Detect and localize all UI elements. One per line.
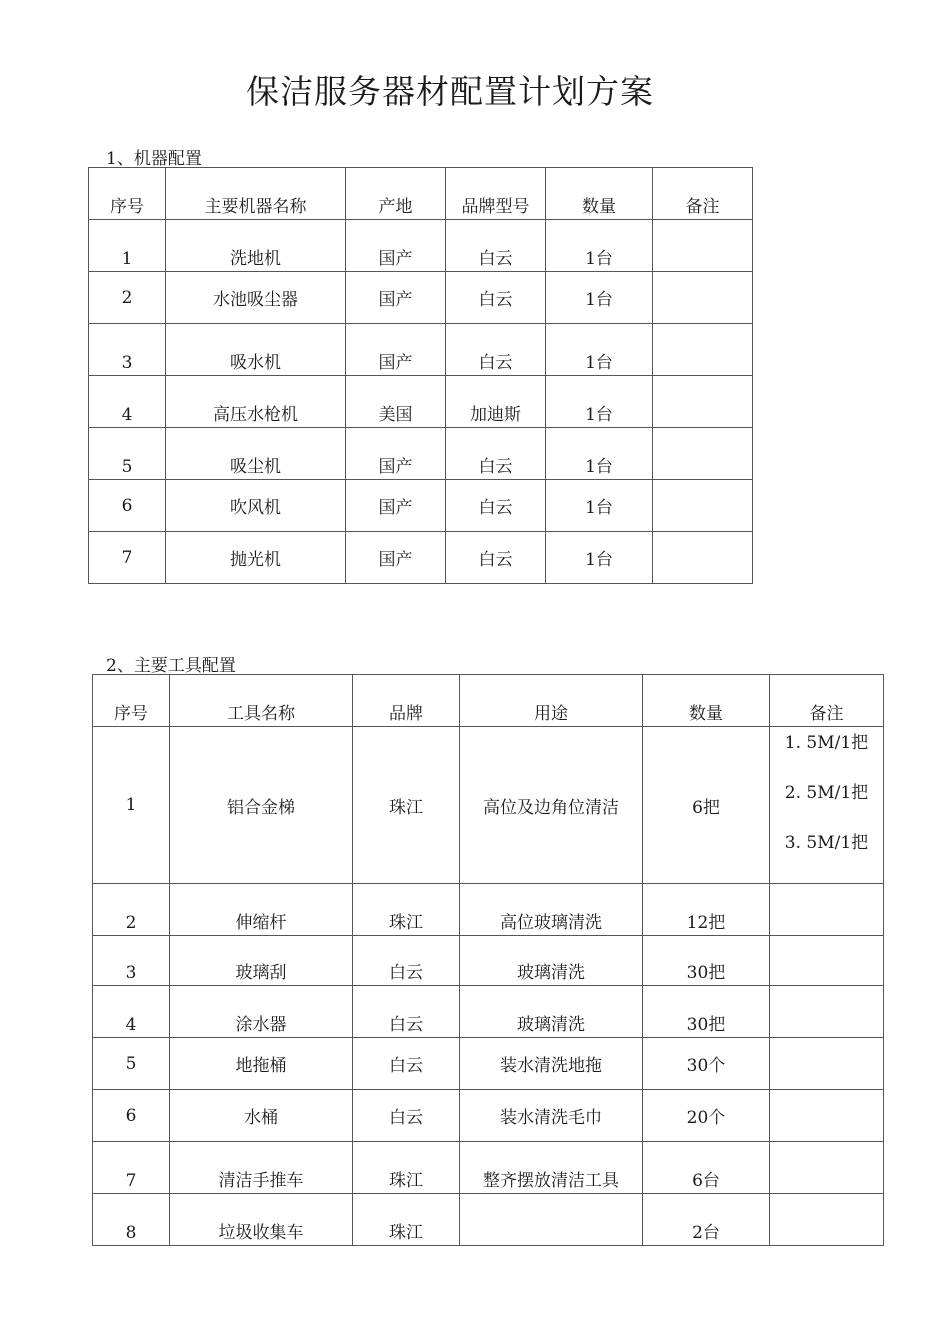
table-cell: 吸水机 xyxy=(166,324,346,376)
table-row xyxy=(93,1142,884,1194)
table-row xyxy=(89,220,753,272)
table-row xyxy=(93,936,884,986)
table-cell: 5 xyxy=(89,428,166,480)
table-cell: 珠江 xyxy=(353,727,460,884)
table-cell xyxy=(770,884,884,936)
table-cell xyxy=(460,1194,643,1246)
table-cell: 清洁手推车 xyxy=(170,1142,353,1194)
page-title: 保洁服务器材配置计划方案 xyxy=(246,72,654,111)
table-cell: 国产 xyxy=(346,428,446,480)
table-cell xyxy=(770,1142,884,1194)
table-cell: 1台 xyxy=(546,480,653,532)
table-cell: 国产 xyxy=(346,272,446,324)
table-row xyxy=(89,272,753,324)
table-cell: 高位玻璃清洗 xyxy=(460,884,643,936)
table-cell xyxy=(770,1038,884,1090)
table-cell: 6 xyxy=(93,1090,170,1142)
table-cell: 1台 xyxy=(546,532,653,584)
table-cell: 2台 xyxy=(643,1194,770,1246)
table-cell: 白云 xyxy=(353,986,460,1038)
table-cell: 国产 xyxy=(346,532,446,584)
column-header: 用途 xyxy=(460,675,643,727)
table-cell: 30把 xyxy=(643,936,770,986)
table-cell: 铝合金梯 xyxy=(170,727,353,884)
table-cell: 白云 xyxy=(446,428,546,480)
table-cell: 白云 xyxy=(446,532,546,584)
table-cell xyxy=(770,1090,884,1142)
table-cell xyxy=(653,428,753,480)
table-cell: 抛光机 xyxy=(166,532,346,584)
table-row xyxy=(89,324,753,376)
table-row xyxy=(93,1194,884,1246)
table-cell: 1台 xyxy=(546,220,653,272)
table-cell xyxy=(653,220,753,272)
table-row xyxy=(89,428,753,480)
table-cell: 整齐摆放清洁工具 xyxy=(460,1142,643,1194)
column-header: 主要机器名称 xyxy=(166,168,346,220)
table-cell: 30把 xyxy=(643,986,770,1038)
table-cell xyxy=(653,376,753,428)
remarks-line: 3. 5M/1把 xyxy=(784,833,869,853)
table-cell: 4 xyxy=(93,986,170,1038)
table-cell: 珠江 xyxy=(353,1194,460,1246)
table-cell: 5 xyxy=(93,1038,170,1090)
table-cell: 6台 xyxy=(643,1142,770,1194)
table-cell: 涂水器 xyxy=(170,986,353,1038)
table-cell xyxy=(653,532,753,584)
table-cell: 6把 xyxy=(643,727,770,884)
table-cell: 白云 xyxy=(353,936,460,986)
table-cell: 6 xyxy=(89,480,166,532)
table-cell: 国产 xyxy=(346,220,446,272)
table-cell: 7 xyxy=(89,532,166,584)
column-header: 产地 xyxy=(346,168,446,220)
remarks-line: 2. 5M/1把 xyxy=(784,783,869,803)
table-cell: 1 xyxy=(93,727,170,884)
table-cell: 3 xyxy=(93,936,170,986)
table-cell: 2 xyxy=(93,884,170,936)
table-cell: 地拖桶 xyxy=(170,1038,353,1090)
table-cell: 1台 xyxy=(546,428,653,480)
table-cell: 吸尘机 xyxy=(166,428,346,480)
table-cell: 白云 xyxy=(353,1090,460,1142)
table-header-row xyxy=(89,168,753,220)
table-cell xyxy=(770,936,884,986)
table-cell: 高压水枪机 xyxy=(166,376,346,428)
table-cell xyxy=(653,480,753,532)
column-header: 品牌 xyxy=(353,675,460,727)
column-header: 数量 xyxy=(643,675,770,727)
table-cell: 12把 xyxy=(643,884,770,936)
table-cell: 3 xyxy=(89,324,166,376)
column-header: 数量 xyxy=(546,168,653,220)
table-row xyxy=(89,480,753,532)
table-cell xyxy=(770,1194,884,1246)
column-header: 备注 xyxy=(653,168,753,220)
remarks-cell xyxy=(770,727,884,884)
table-cell: 7 xyxy=(93,1142,170,1194)
table-row xyxy=(93,1090,884,1142)
table-row xyxy=(89,532,753,584)
column-header: 备注 xyxy=(770,675,884,727)
table-cell xyxy=(653,324,753,376)
table-cell: 白云 xyxy=(353,1038,460,1090)
table-cell: 装水清洗地拖 xyxy=(460,1038,643,1090)
table-row xyxy=(89,376,753,428)
table-cell: 高位及边角位清洁 xyxy=(460,727,643,884)
table-cell: 玻璃清洗 xyxy=(460,986,643,1038)
table-cell: 白云 xyxy=(446,272,546,324)
table-cell: 国产 xyxy=(346,324,446,376)
table-cell: 水桶 xyxy=(170,1090,353,1142)
table-cell: 玻璃清洗 xyxy=(460,936,643,986)
column-header: 工具名称 xyxy=(170,675,353,727)
table-cell xyxy=(770,986,884,1038)
section-label-tools: 2、主要工具配置 xyxy=(106,656,236,676)
table-cell: 国产 xyxy=(346,480,446,532)
table-cell: 玻璃刮 xyxy=(170,936,353,986)
table-cell: 珠江 xyxy=(353,884,460,936)
table-cell xyxy=(653,272,753,324)
table-cell: 垃圾收集车 xyxy=(170,1194,353,1246)
column-header: 品牌型号 xyxy=(446,168,546,220)
table-cell: 4 xyxy=(89,376,166,428)
table-cell: 1 xyxy=(89,220,166,272)
tools-table xyxy=(92,674,884,1246)
table-cell: 白云 xyxy=(446,324,546,376)
table-cell: 2 xyxy=(89,272,166,324)
table-row xyxy=(93,986,884,1038)
table-cell: 珠江 xyxy=(353,1142,460,1194)
table-row xyxy=(93,884,884,936)
table-row xyxy=(93,727,884,884)
machines-table xyxy=(88,167,753,584)
table-cell: 1台 xyxy=(546,272,653,324)
table-cell: 水池吸尘器 xyxy=(166,272,346,324)
table-cell: 吹风机 xyxy=(166,480,346,532)
table-cell: 美国 xyxy=(346,376,446,428)
table-cell: 1台 xyxy=(546,376,653,428)
column-header: 序号 xyxy=(93,675,170,727)
table-row xyxy=(93,1038,884,1090)
column-header: 序号 xyxy=(89,168,166,220)
table-cell: 加迪斯 xyxy=(446,376,546,428)
remarks-line: 1. 5M/1把 xyxy=(784,733,869,753)
table-cell: 1台 xyxy=(546,324,653,376)
section-label-machines: 1、机器配置 xyxy=(106,149,202,169)
table-header-row xyxy=(93,675,884,727)
table-cell: 白云 xyxy=(446,220,546,272)
table-cell: 伸缩杆 xyxy=(170,884,353,936)
table-cell: 白云 xyxy=(446,480,546,532)
table-cell: 装水清洗毛巾 xyxy=(460,1090,643,1142)
table-cell: 洗地机 xyxy=(166,220,346,272)
table-cell: 30个 xyxy=(643,1038,770,1090)
table-cell: 8 xyxy=(93,1194,170,1246)
table-cell: 20个 xyxy=(643,1090,770,1142)
